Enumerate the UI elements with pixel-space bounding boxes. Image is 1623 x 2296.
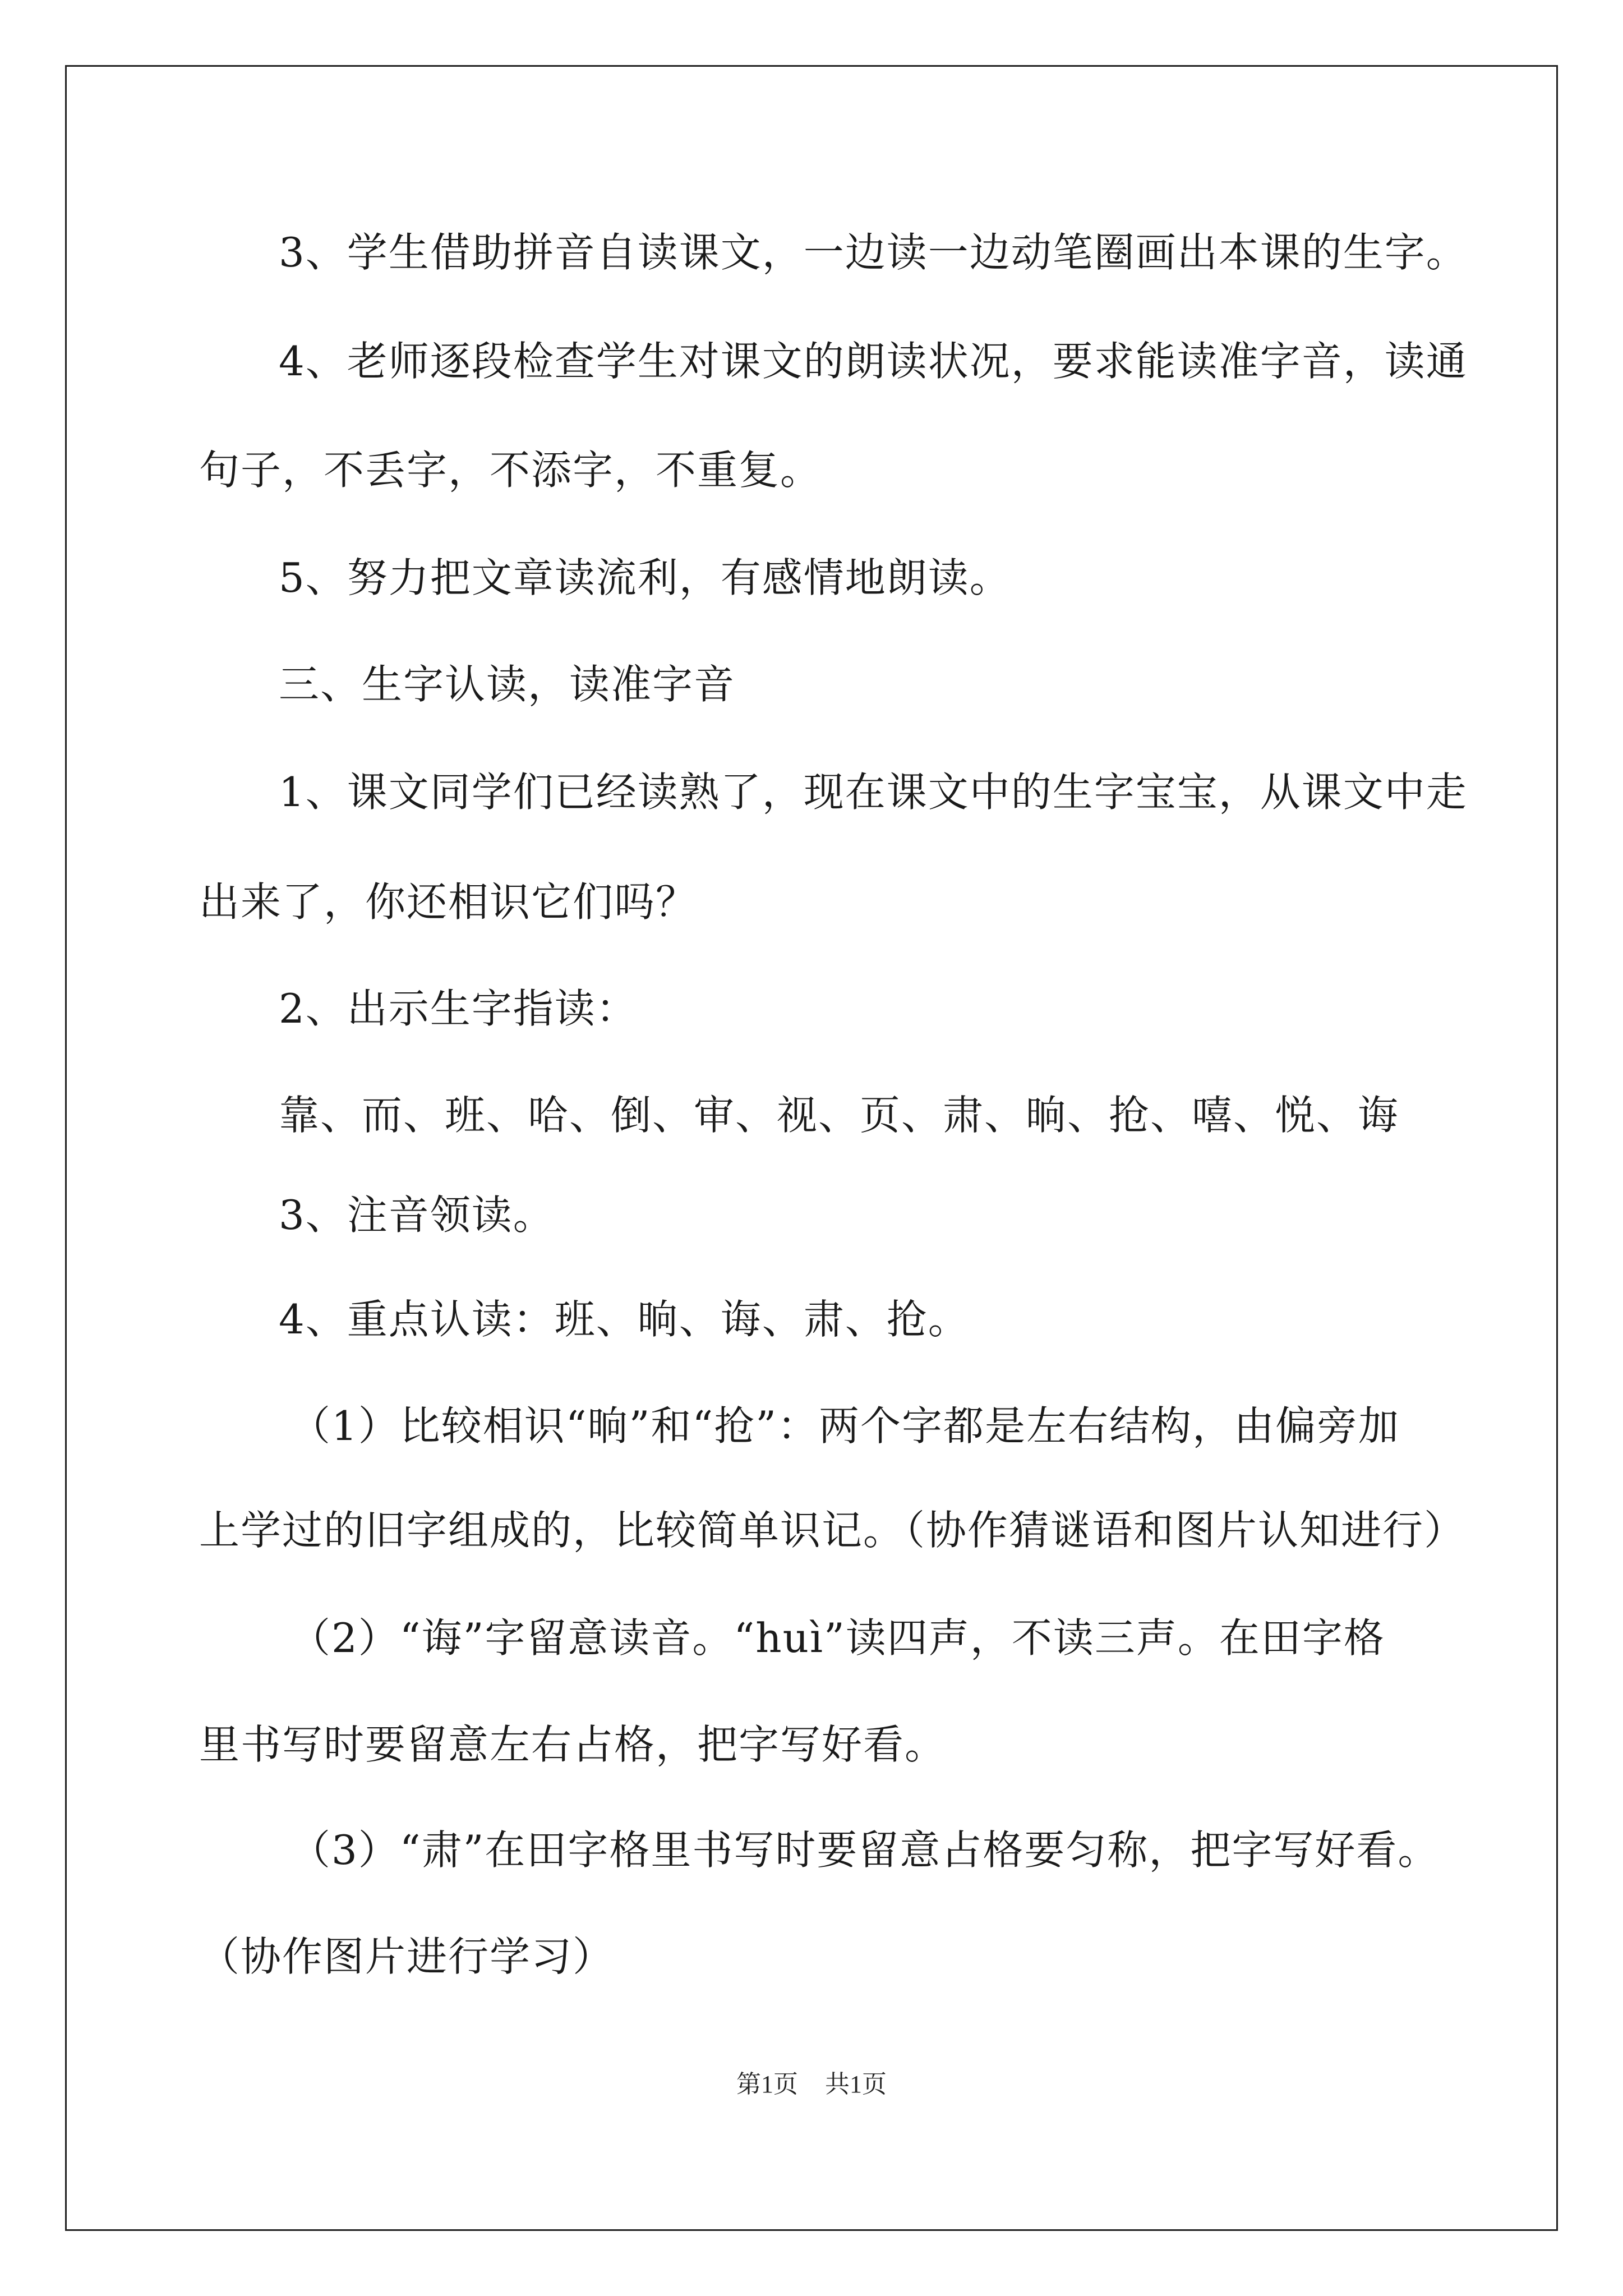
paragraph-line: 里书写时要留意左右占格，把字写好看。 xyxy=(199,1721,947,1768)
paragraph-line: （3）“肃”在田字格里书写时要留意占格要匀称，把字写好看。 xyxy=(290,1826,1440,1874)
paragraph-line: 2、出示生字指读： xyxy=(279,985,638,1032)
paragraph-line: 5、努力把文章读流利，有感情地朗读。 xyxy=(279,554,1011,601)
page-number-total: 共1页 xyxy=(825,2070,887,2098)
paragraph-line: 4、重点认读：班、晌、诲、肃、抢。 xyxy=(279,1296,970,1343)
paragraph-line: 1、课文同学们已经读熟了，现在课文中的生字宝宝，从课文中走 xyxy=(279,769,1468,816)
paragraph-line: （1）比较相识“晌”和“抢”：两个字都是左右结构，由偏旁加 xyxy=(290,1402,1400,1450)
page-number-current: 第1页 xyxy=(736,2070,798,2098)
page-footer xyxy=(0,2068,1623,2101)
paragraph-line: 3、注音领读。 xyxy=(279,1191,555,1239)
paragraph-line: 句子，不丢字，不添字，不重复。 xyxy=(199,447,822,494)
paragraph-line: （协作图片进行学习） xyxy=(199,1933,615,1980)
section-heading: 三、生字认读，读准字音 xyxy=(279,661,736,708)
paragraph-line: 出来了，你还相识它们吗？ xyxy=(199,878,698,926)
paragraph-line: 3、学生借助拼音自读课文，一边读一边动笔圈画出本课的生字。 xyxy=(279,229,1468,276)
paragraph-line: （2）“诲”字留意读音。“huì”读四声，不读三声。在田字格 xyxy=(290,1614,1385,1662)
paragraph-line: 4、老师逐段检查学生对课文的朗读状况，要求能读准字音，读通 xyxy=(279,338,1468,385)
character-list: 靠、而、班、哈、倒、审、视、页、肃、晌、抢、嘻、悦、诲 xyxy=(279,1092,1400,1139)
paragraph-line: 上学过的旧字组成的，比较简单识记。（协作猜谜语和图片认知进行） xyxy=(199,1507,1466,1554)
